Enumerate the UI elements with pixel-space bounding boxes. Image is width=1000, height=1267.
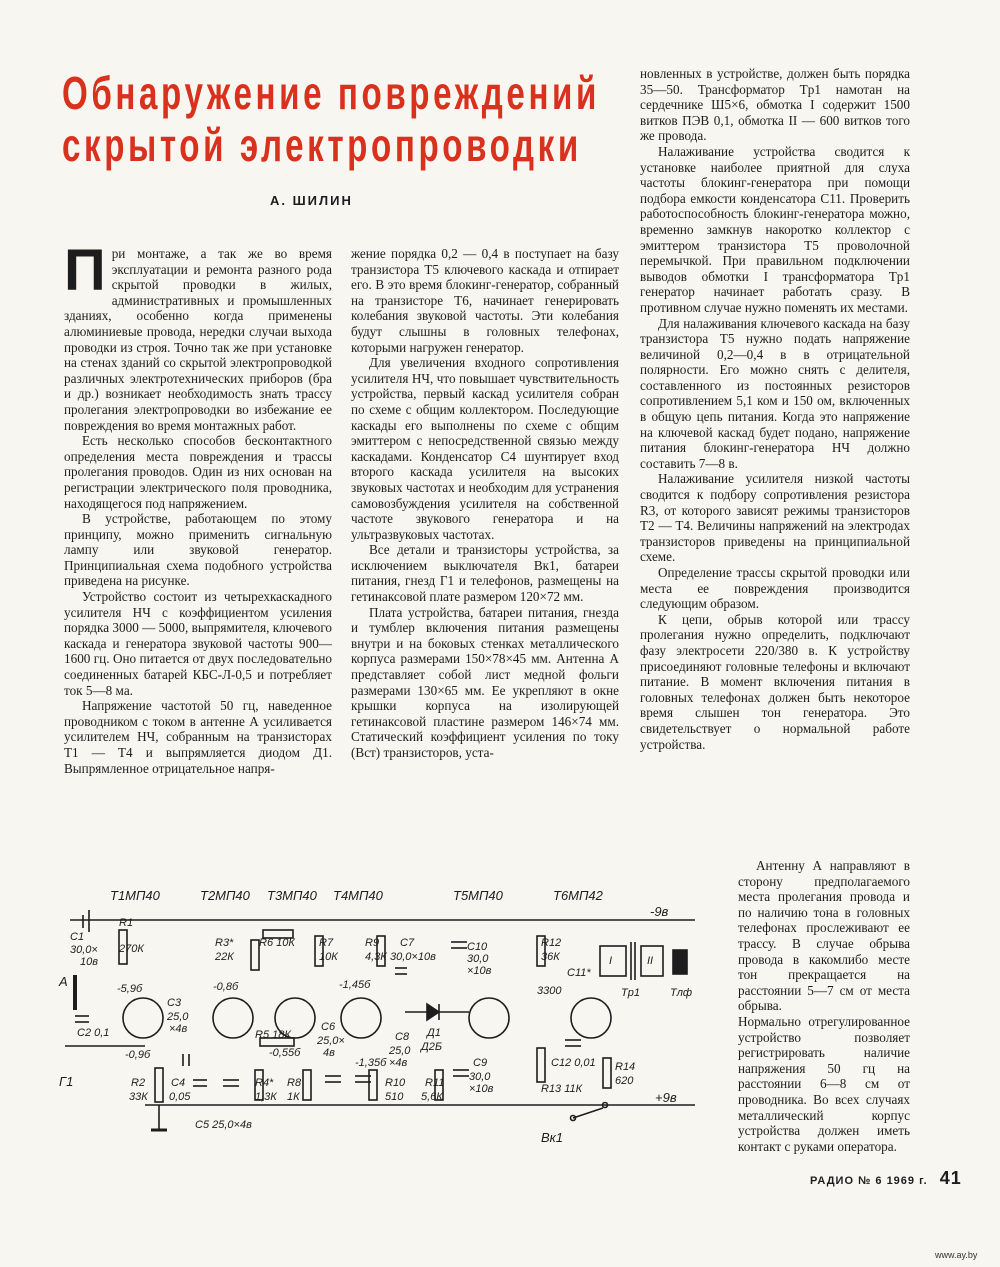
paragraph: Налаживание устройства сводится к установке наиболее приятной для слуха частоты блокинг-генератора при помощи подбора емкости конденсатора C11. Проверить работоспособность блокинг-генератора можно, временно замкнув накоротко коллектор с эмиттером транзистора T5 проволочной перемычкой. При правильном подключении выводов обмотки I трансформатора Tp1 генератор начинает работать сразу. В противном случае нужно поменять их местами. [640, 143, 910, 315]
value-r9: 4,3К [365, 951, 387, 963]
label-r8: R8 [287, 1077, 302, 1089]
column-2 [351, 246, 619, 761]
paragraph: Для налаживания ключевого каскада на базу транзистора T5 нужно подать напряжение величиной 0,2—0,4 в в отрицательной полярности. Его можно снять с делителя, составленного из постоянных резисторов сопротивлением 5,1 ком и 150 ом, включенных в общую цепь питания. Когда это напряжение на ключевой каскад будет подано, напряжение питания блокинг-генератора НЧ должно составить 7—8 в. [640, 315, 910, 471]
value-r7: 10К [319, 951, 338, 963]
value-c1: 30,0× [70, 944, 98, 956]
label-c1: C1 [70, 931, 85, 943]
value-r11: 5,6К [421, 1091, 443, 1103]
value-r1: 270К [119, 943, 144, 955]
label-r3: R3* [215, 937, 234, 949]
label-r10: R10 [385, 1077, 406, 1089]
label-r7: R7 [319, 937, 334, 949]
voltage: -0,9б [125, 1049, 151, 1061]
label-r9: R9 [365, 937, 380, 949]
label-r2: R2 [131, 1077, 146, 1089]
label-c7: C7 [400, 937, 415, 949]
label-tp1: Tp1 [621, 987, 640, 999]
label-c6: C6 [321, 1021, 336, 1033]
label-r1: R1 [119, 917, 134, 929]
voltage: -5,9б [117, 983, 143, 995]
paragraph: ри монтаже, а так же во время эксплуатации и ремонта разного рода скрытой проводки в жилых, административных и промышленных зданиях, особенно когда применены алюминиевые провода, нередки случаи выхода проводки из строя. Точно так же при установке на стенах зданий со скрытой электропроводкой различных электротехнических приборов (бра и др.) возникает необходимость знать трассу пролегания электропроводки во избежание ее повреждения во время монтажных работ. [64, 246, 332, 433]
value-r14: 620 [615, 1075, 634, 1087]
paragraph: Для увеличения входного сопротивления усилителя НЧ, что повышает чувствительность устройства, первый каскад усилителя собран по схеме с общим коллектором. Последующие каскады его выполнены по схеме с общим эмиттером с непосредственной связью между каскадами. Конденсатор C4 шунтирует вход второго каскада усилителя на высоких звуковых частотах и необходим для устранения самовозбуждения усилителя на собственной частоте звукового генератора и на ультразвуковых частотах. [351, 355, 619, 542]
paragraph: Устройство состоит из четырехкаскадного усилителя НЧ с коэффициентом усиления порядка 3000 — 5000, выпрямителя, ключевого каскада и генератора звуковой частоты 900—1600 гц. Оно питается от двух последовательно соединенных батарей КБС-Л-0,5 и потребляет ток 5—8 ма. [64, 589, 332, 698]
paragraph: Есть несколько способов бесконтактного определения места повреждения и трассы пролегания проводов. Один из них основан на регистрации электрического поля проводника, находящегося под напряжением. [64, 433, 332, 511]
supply-positive: +9в [655, 1090, 677, 1105]
label-vk1: Вк1 [541, 1130, 564, 1145]
value-c8: 25,0 [389, 1045, 411, 1057]
label-c12: C12 0,01 [551, 1057, 596, 1069]
value-c11: 3300 [537, 985, 562, 997]
label-c11: C11* [567, 967, 591, 979]
transistor-label: T5МП40 [453, 888, 503, 903]
paragraph: К цепи, обрыв которой или трассу пролегания нужно определить, подключают фазу электросети 220/380 в. К устройству присоединяют головные телефоны и включают питание. В момент включения питания в головных телефонах должен быть некоторое время слышен тон генератора. Это свидетельствует о нормальной работе устройства. [640, 611, 910, 752]
paragraph: Нормально отрегулированное устройство позволяет регистрировать наличие напряжения 50 гц на расстоянии 6—8 см от проводника. Во всех случаях металлический корпус устройства должен иметь контакт с руками оператора. [738, 1013, 910, 1154]
title-line-1: Обнаружение повреждений [62, 67, 600, 119]
value-c8b: ×4в [389, 1057, 408, 1069]
label-r12: R12 [541, 937, 562, 949]
paragraph: Антенну А направляют в сторону предполагаемого места пролегания провода и по наличию тона в головных телефонах прослеживают ее трассу. В случае обрыва провода в какомлибо месте тон прекращается на расстоянии 5—7 см от места обрыва. [738, 858, 910, 1014]
winding-1: I [609, 955, 613, 967]
label-c5: C5 25,0×4в [195, 1119, 252, 1131]
paragraph: Плата устройства, батареи питания, гнезда и тумблер включения питания размещены внутри и на боковых стенках металлического корпуса размерами 150×78×45 мм. Антенна А представляет собой лист медной фольги размерами 130×65 мм. Ее укрепляют в окне крышки корпуса на изолирующей гетинаксовой пластине размером 146×74 мм. Статический коэффициент усиления по току (Bст) транзисторов, уста- [351, 604, 619, 760]
voltage: -0,8б [213, 981, 239, 993]
label-r13: R13 11К [541, 1083, 583, 1095]
transistor-label: T1МП40 [110, 888, 160, 903]
value-d1: Д2Б [421, 1041, 443, 1053]
column-4 [738, 858, 910, 1154]
paragraph: Налаживание усилителя низкой частоты сводится к подбору сопротивления резистора R3, от которого зависят режимы транзисторов T2 — T4. Величины напряжений на электродах транзисторов приведены на принципиальной схеме. [640, 471, 910, 565]
paragraph: Все детали и транзисторы устройства, за исключением выключателя Вк1, батареи питания, гнезд Г1 и телефонов, размещены на гетинаксовой плате размером 120×72 мм. [351, 542, 619, 605]
paragraph: В устройстве, работающем по этому принципу, можно применить сигнальную лампу или звуковой генератор. Принципиальная схема подобного устройства приведена на рисунке. [64, 511, 332, 589]
label-c8: C8 [395, 1031, 410, 1043]
value-c6b: 4в [323, 1047, 335, 1059]
value-c4: 0,05 [169, 1091, 191, 1103]
voltage: -0,55б [269, 1047, 301, 1059]
watermark: www.ay.by [935, 1250, 978, 1260]
page-footer [810, 1168, 962, 1189]
value-c1b: 10в [80, 956, 98, 968]
transistor-label: T3МП40 [267, 888, 317, 903]
value-c3b: ×4в [169, 1023, 188, 1035]
label-c2: C2 0,1 [77, 1027, 110, 1039]
value-r8: 1К [287, 1091, 300, 1103]
paragraph: жение порядка 0,2 — 0,4 в поступает на базу транзистора T5 ключевого каскада и отпирает его. В это время блокинг-генератор, собранный на транзисторе T6, начинает генерировать колебания звуковой частоты. Эти колебания будут слышны в головных телефонах, которыми нагружен генератор. [351, 246, 619, 355]
author: А. ШИЛИН [270, 193, 353, 208]
transistor-label: T2МП40 [200, 888, 250, 903]
value-c9b: ×10в [469, 1083, 494, 1095]
column-1 [64, 238, 332, 776]
value-r12: 36К [541, 951, 560, 963]
column-3 [640, 66, 910, 752]
label-r5: R5 18К [255, 1029, 291, 1041]
label-g1: Г1 [59, 1074, 74, 1089]
label-d1: Д1 [427, 1027, 441, 1039]
value-c10: 30,0 [467, 953, 489, 965]
label-phones: Tлф [670, 987, 693, 999]
winding-2: II [647, 955, 654, 967]
label-antenna: A [59, 974, 68, 989]
value-c10b: ×10в [467, 965, 492, 977]
value-r4: 1,3К [255, 1091, 277, 1103]
value-r3: 22К [215, 951, 234, 963]
paragraph: Напряжение частотой 50 гц, наведенное проводником с током в антенне А усиливается усилителем НЧ, собранным на транзисторах T1 — T4 и выпрямляется диодом Д1. Выпрямленное отрицательное напря- [64, 698, 332, 776]
value-c9: 30,0 [469, 1071, 491, 1083]
label-r14: R14 [615, 1061, 636, 1073]
label-r6: R6 10К [259, 937, 295, 949]
supply-negative: -9в [650, 904, 669, 919]
label-c9: C9 [473, 1057, 488, 1069]
label-r4: R4* [255, 1077, 274, 1089]
paragraph: Определение трассы скрытой проводки или места ее повреждения производится следующим образом. [640, 565, 910, 612]
page-number: 41 [939, 1168, 962, 1188]
magazine-issue: РАДИО № 6 1969 г. [810, 1175, 928, 1187]
paragraph: новленных в устройстве, должен быть порядка 35—50. Трансформатор Tp1 намотан на сердечнике Ш5×6, обмотка I содержит 1500 витков ПЭВ 0,1, обмотка II — 600 витков того же провода. [640, 66, 910, 144]
voltage: -1,35б [355, 1057, 387, 1069]
transistor-label: T6МП42 [553, 888, 603, 903]
label-c4: C4 [171, 1077, 186, 1089]
value-c6: 25,0× [317, 1035, 345, 1047]
label-c10: C10 [467, 941, 488, 953]
title-line-2: скрытой электропроводки [62, 119, 582, 171]
voltage: -1,45б [339, 979, 371, 991]
value-c7: 30,0×10в [390, 951, 436, 963]
value-r10: 510 [385, 1091, 404, 1103]
transistor-label: T4МП40 [333, 888, 383, 903]
drop-cap: П [64, 238, 106, 303]
circuit-schematic [55, 880, 725, 1150]
article-title [62, 67, 600, 174]
label-c3: C3 [167, 997, 182, 1009]
label-r11: R11 [425, 1077, 445, 1089]
value-r2: 33К [129, 1091, 148, 1103]
value-c3: 25,0 [167, 1011, 189, 1023]
